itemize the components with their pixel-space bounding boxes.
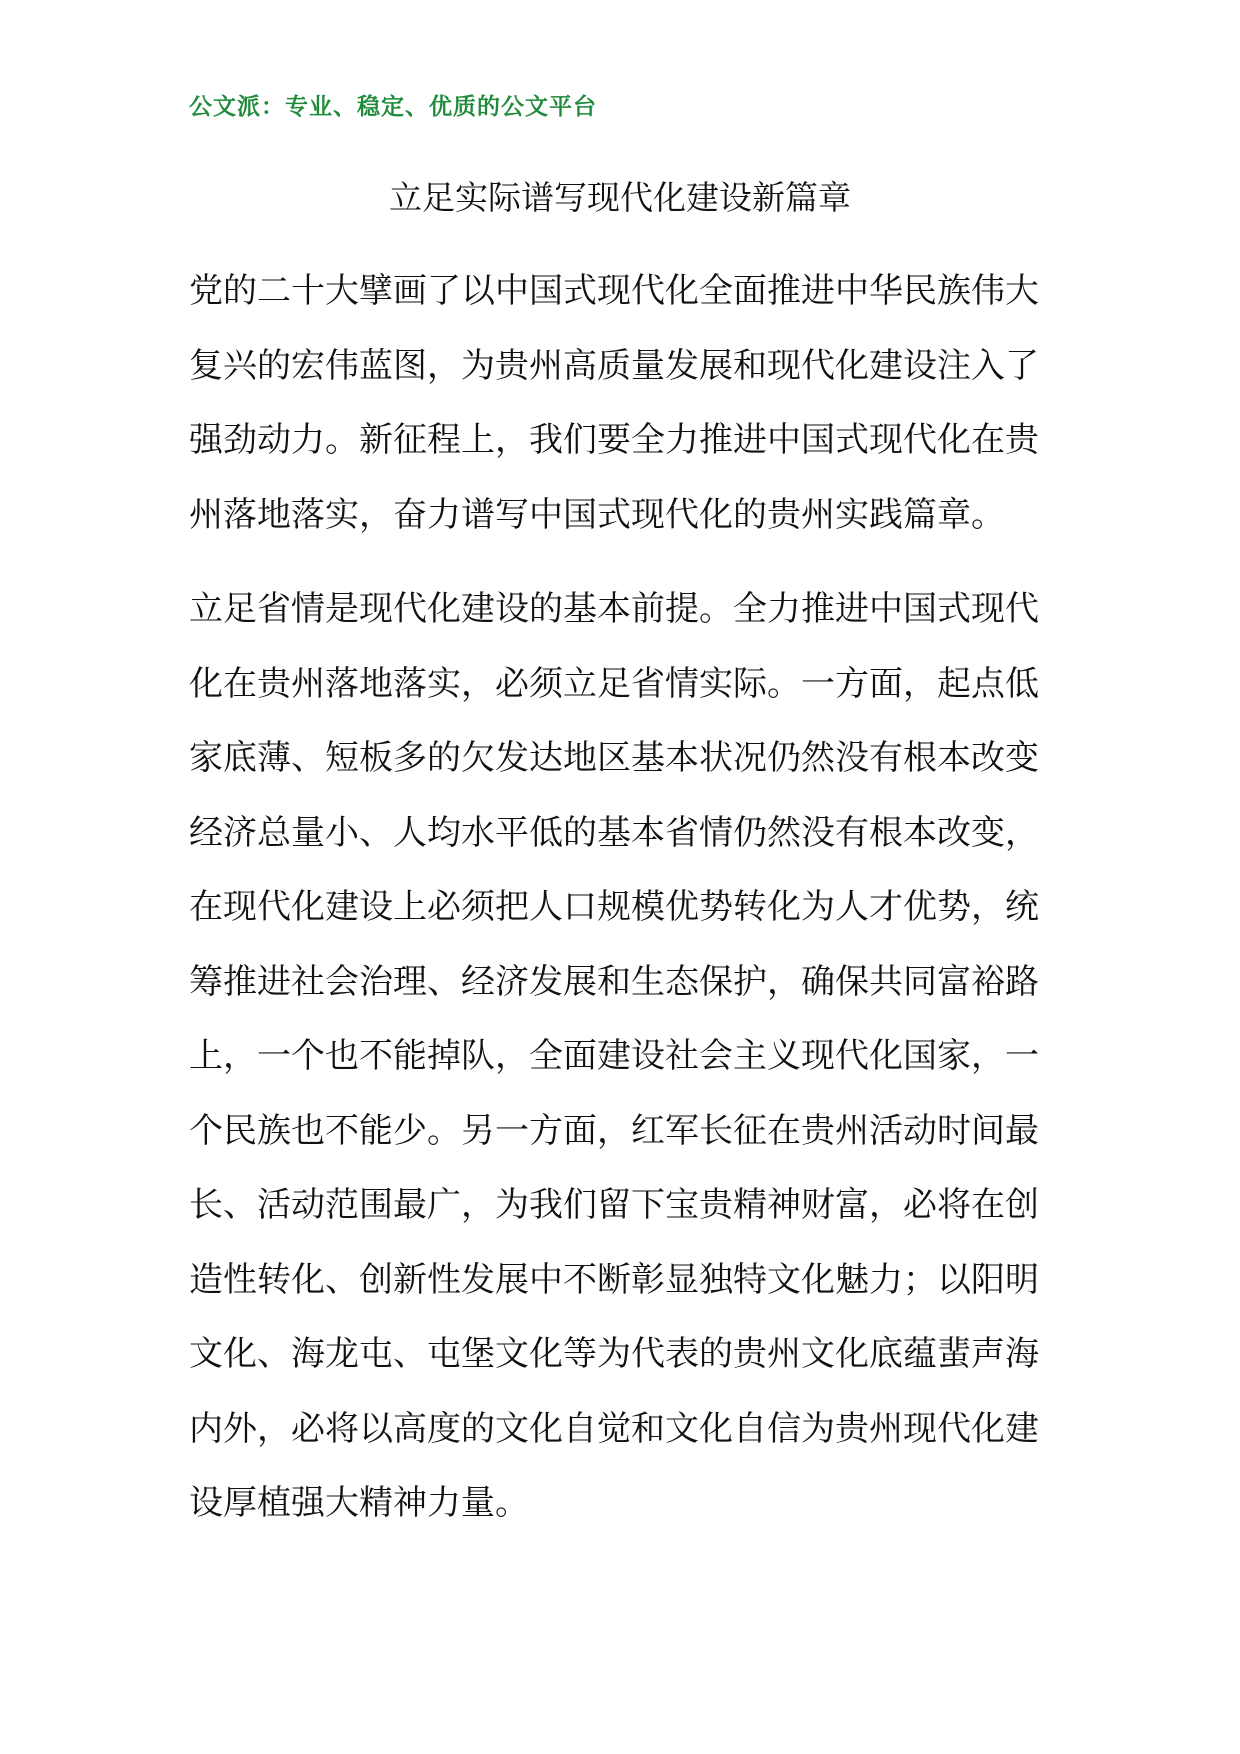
paragraph-line: 强劲动力。新征程上，我们要全力推进中国式现代化在贵 (189, 420, 1039, 460)
document-title: 立足实际谱写现代化建设新篇章 (389, 178, 851, 217)
paragraph-line: 个民族也不能少。另一方面，红军长征在贵州活动时间最 (189, 1110, 1039, 1151)
paragraph-line: 上，一个也不能掉队，全面建设社会主义现代化国家，一 (189, 1036, 1039, 1076)
paragraph-2 (189, 572, 1059, 1541)
paragraph-line: 党的二十大擘画了以中国式现代化全面推进中华民族伟大 (189, 271, 1039, 311)
paragraph-line: 长、活动范围最广，为我们留下宝贵精神财富，必将在创 (189, 1185, 1039, 1225)
paragraph-line: 复兴的宏伟蓝图，为贵州高质量发展和现代化建设注入了 (189, 345, 1039, 386)
paragraph-line: 设厚植强大精神力量。 (189, 1483, 529, 1523)
paragraph-line: 州落地落实，奋力谱写中国式现代化的贵州实践篇章。 (189, 494, 1005, 535)
paragraph-line: 内外，必将以高度的文化自觉和文化自信为贵州现代化建 (189, 1408, 1039, 1449)
paragraph-line: 筹推进社会治理、经济发展和生态保护，确保共同富裕路 (189, 961, 1039, 1002)
paragraph-line: 家底薄、短板多的欠发达地区基本状况仍然没有根本改变 (189, 738, 1039, 778)
paragraph-line: 化在贵州落地落实，必须立足省情实际。一方面，起点低 (189, 663, 1039, 704)
paragraph-line: 在现代化建设上必须把人口规模优势转化为人才优势，统 (189, 887, 1039, 927)
paragraph-line: 立足省情是现代化建设的基本前提。全力推进中国式现代 (189, 589, 1039, 629)
paragraph-line: 造性转化、创新性发展中不断彰显独特文化魅力；以阳明 (189, 1259, 1039, 1300)
paragraph-1 (189, 254, 1059, 552)
paragraph-line: 经济总量小、人均水平低的基本省情仍然没有根本改变， (189, 812, 1039, 853)
brand-header: 公文派：专业、稳定、优质的公文平台 (189, 94, 597, 120)
paragraph-line: 文化、海龙屯、屯堡文化等为代表的贵州文化底蕴蜚声海 (189, 1334, 1039, 1374)
